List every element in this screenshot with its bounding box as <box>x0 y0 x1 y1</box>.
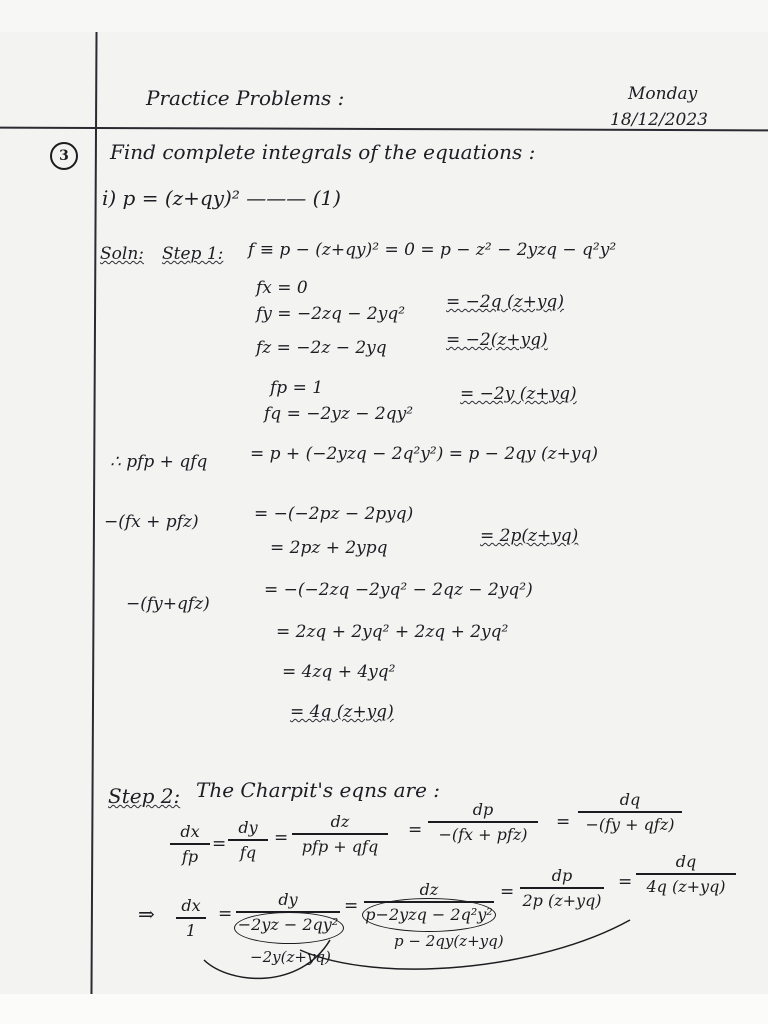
pfp-qfq-lhs: ∴ pfp + qfq <box>110 452 208 472</box>
fraction-numerator: dz <box>330 812 350 831</box>
fraction-numerator: dy <box>278 890 298 909</box>
fq-line: fq = −2yz − 2qy² <box>264 404 414 424</box>
fraction-denominator: 1 <box>185 920 197 940</box>
fraction-numerator: dx <box>181 896 201 915</box>
fp-line: fp = 1 <box>270 378 324 398</box>
equals-sign: = <box>500 882 515 902</box>
fq-simplified: = −2y (z+yq) <box>460 384 577 404</box>
fraction-denominator: −(fx + pfz) <box>438 824 528 844</box>
equals-sign: = <box>218 904 233 924</box>
problem-number-badge: 3 <box>50 142 78 170</box>
equals-sign: = <box>344 896 359 916</box>
fraction-denominator: fq <box>239 842 257 862</box>
step1-label: Step 1: <box>162 244 224 264</box>
header-day: Monday <box>628 84 698 104</box>
problem-prompt: Find complete integrals of the equations : <box>110 140 536 164</box>
page-title: Practice Problems : <box>146 86 345 110</box>
solution-label: Soln: <box>100 244 144 264</box>
fraction-denominator: −(fy + qfz) <box>585 814 675 834</box>
fraction-numerator: dy <box>238 818 258 837</box>
fz-line: fz = −2z − 2yq <box>256 338 387 358</box>
problem-equation: i) p = (z+qy)² ——— (1) <box>102 186 341 210</box>
fraction-numerator: dq <box>675 852 697 871</box>
fraction-denominator: 2p (z+yq) <box>522 890 602 910</box>
fx-line: fx = 0 <box>256 278 308 298</box>
pfp-qfq-rhs: = p + (−2yzq − 2q²y²) = p − 2qy (z+yq) <box>250 444 598 464</box>
fy-qfz-step3: = 4zq + 4yq² <box>282 662 396 682</box>
fraction-denominator: pfp + qfq <box>301 836 379 856</box>
link-curve-left <box>204 940 330 978</box>
equals-sign: = <box>274 828 289 848</box>
equals-sign: = <box>408 820 423 840</box>
fx-pfz-lhs: −(fx + pfz) <box>104 512 199 532</box>
link-curve-right <box>300 920 630 969</box>
step2-intro: The Charpit's eqns are : <box>196 778 440 802</box>
dy-denominator-note: −2y(z+yq) <box>250 948 331 966</box>
fy-qfz-step1: = −(−2zq −2yq² − 2qz − 2yq²) <box>264 580 533 600</box>
fraction-denominator: 4q (z+yq) <box>646 876 726 896</box>
fraction-denominator: fp <box>181 846 199 866</box>
step2-label: Step 2: <box>108 784 181 808</box>
fx-pfz-step1: = −(−2pz − 2pyq) <box>254 504 414 524</box>
equals-sign: = <box>618 872 633 892</box>
equals-sign: = <box>556 812 571 832</box>
fraction-numerator: dp <box>551 866 573 885</box>
header-date: 18/12/2023 <box>610 110 708 130</box>
fx-pfz-result: = 2p(z+yq) <box>480 526 579 546</box>
fraction-denominator: −2yz − 2qy² <box>237 914 339 934</box>
f-definition: f ≡ p − (z+qy)² = 0 = p − z² − 2yzq − q²y² <box>248 240 617 260</box>
fx-pfz-step2: = 2pz + 2ypq <box>270 538 388 558</box>
dz-denominator-note: p − 2qy(z+yq) <box>394 932 504 950</box>
fraction-numerator: dp <box>472 800 494 819</box>
fy-qfz-step2: = 2zq + 2yq² + 2zq + 2yq² <box>276 622 509 642</box>
fy-simplified: = −2q (z+yq) <box>446 292 564 312</box>
fraction-numerator: dq <box>619 790 641 809</box>
fy-line: fy = −2zq − 2yq² <box>256 304 406 324</box>
fraction-numerator: dx <box>180 822 200 841</box>
implies-arrow: ⇒ <box>138 902 155 926</box>
fraction-denominator: p−2yzq − 2q²y² <box>365 904 493 924</box>
equals-sign: = <box>212 834 227 854</box>
fz-simplified: = −2(z+yq) <box>446 330 548 350</box>
fraction-numerator: dz <box>419 880 439 899</box>
fy-qfz-result: = 4q (z+yq) <box>290 702 394 722</box>
fy-qfz-lhs: −(fy+qfz) <box>126 594 210 614</box>
